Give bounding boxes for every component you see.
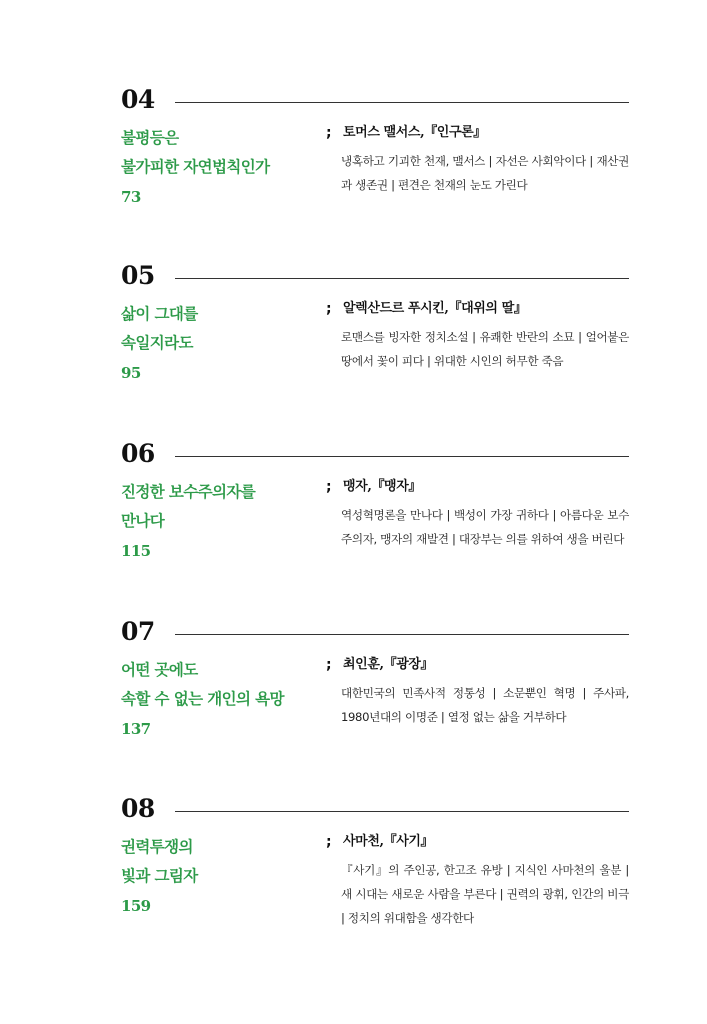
chapter-summary: 『사기』의 주인공, 한고조 유방 | 지식인 사마천의 울분 | 새 시대는 새로운 사람을 부른다 | 권력의 광휘, 인간의 비극 | 정치의 위대함을 생각한다 — [341, 863, 629, 925]
page-number: 95 — [121, 364, 141, 382]
chapter-number: 04 — [121, 85, 155, 114]
chapter-number: 05 — [121, 261, 155, 290]
page-number: 137 — [121, 720, 151, 738]
chapter-number: 08 — [121, 794, 155, 823]
book-reference: 토머스 맬서스,『인구론』 — [343, 125, 486, 140]
chapter-title-line: 만나다 — [121, 511, 165, 530]
chapter-title-line: 권력투쟁의 — [121, 837, 193, 856]
bullet-mark: ; — [326, 479, 332, 495]
bullet-mark: ; — [326, 834, 332, 850]
page-number: 159 — [121, 897, 151, 915]
chapter-title-line: 속일지라도 — [121, 333, 193, 352]
bullet-mark: ; — [326, 657, 332, 673]
page-number: 115 — [121, 542, 151, 560]
chapter-title[interactable] — [121, 299, 311, 388]
chapter-title-line: 속할 수 없는 개인의 욕망 — [121, 689, 284, 708]
chapter-title-line: 불가피한 자연법칙인가 — [121, 157, 270, 176]
chapter-summary: 로맨스를 빙자한 정치소설 | 유쾌한 반란의 소묘 | 얼어붙은 땅에서 꽃이 피다 | 위대한 시인의 허무한 죽음 — [341, 330, 629, 368]
divider-rule — [175, 102, 629, 103]
chapter-header — [121, 261, 629, 291]
chapter-title[interactable] — [121, 477, 311, 566]
divider-rule — [175, 634, 629, 635]
chapter-header — [121, 617, 629, 647]
chapter-header — [121, 85, 629, 115]
book-reference: 알렉산드르 푸시킨,『대위의 딸』 — [343, 301, 527, 316]
chapter-header — [121, 794, 629, 824]
page-number: 73 — [121, 188, 141, 206]
book-reference: 사마천,『사기』 — [343, 834, 434, 849]
chapter-title[interactable] — [121, 655, 311, 744]
chapter-summary: 대한민국의 민족사적 정통성 | 소문뿐인 혁명 | 주사파, 1980년대의 이명준 | 열정 없는 삶을 거부하다 — [341, 686, 629, 724]
divider-rule — [175, 811, 629, 812]
divider-rule — [175, 456, 629, 457]
chapter-title-line: 진정한 보수주의자를 — [121, 482, 256, 501]
book-reference: 맹자,『맹자』 — [343, 479, 421, 494]
chapter-number: 06 — [121, 439, 155, 468]
chapter-summary: 역성혁명론을 만나다 | 백성이 가장 귀하다 | 아름다운 보수주의자, 맹자의 재발견 | 대장부는 의를 위하여 생을 버린다 — [341, 508, 629, 546]
bullet-mark: ; — [326, 125, 332, 141]
chapter-number: 07 — [121, 617, 155, 646]
chapter-summary: 냉혹하고 기괴한 천재, 맬서스 | 자선은 사회악이다 | 재산권과 생존권 | 편견은 천재의 눈도 가린다 — [341, 154, 629, 192]
chapter-title-line: 삶이 그대를 — [121, 304, 198, 323]
chapter-title-line: 어떤 곳에도 — [121, 660, 198, 679]
chapter-header — [121, 439, 629, 469]
chapter-title[interactable] — [121, 832, 311, 921]
chapter-title-line: 불평등은 — [121, 128, 179, 147]
chapter-title[interactable] — [121, 123, 311, 212]
book-reference: 최인훈,『광장』 — [343, 657, 434, 672]
bullet-mark: ; — [326, 301, 332, 317]
chapter-title-line: 빛과 그림자 — [121, 866, 198, 885]
divider-rule — [175, 278, 629, 279]
